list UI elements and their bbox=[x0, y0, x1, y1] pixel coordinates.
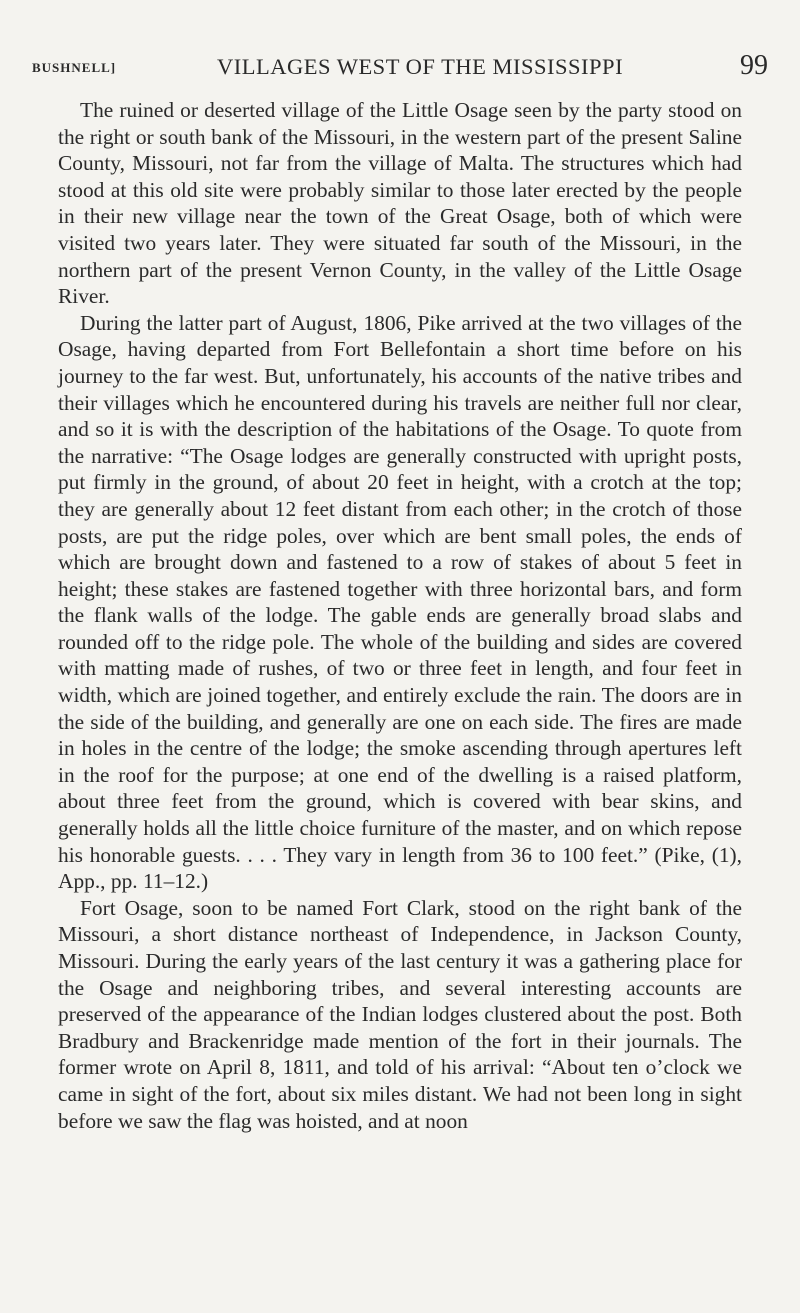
page-number: 99 bbox=[740, 50, 768, 81]
body-text bbox=[58, 97, 742, 1134]
paragraph-1: The ruined or deserted village of the Little Osage seen by the party stood on the right or south bank of the Missouri, in the western part of the present Saline County, Missouri, not far from the village of Malta. The structures which had stood at this old site were probably similar to those later erected by the people in their new village near the town of the Great Osage, both of which were visited two years later. They were situated far south of the Missouri, in the northern part of the present Vernon County, in the valley of the Little Osage River. bbox=[58, 98, 742, 309]
running-header bbox=[32, 50, 768, 90]
paragraph-3: Fort Osage, soon to be named Fort Clark, stood on the right bank of the Missouri, a short distance northeast of Independence, in Jackson County, Missouri. During the early years of the last century it was a gathering place for the Osage and neighboring tribes, and several interesting accounts are preserved of the appearance of the Indian lodges clustered about the post. Both Bradbury and Brackenridge made mention of the fort in their journals. The former wrote on April 8, 1811, and told of his arrival: “About ten o’clock we came in sight of the fort, about six miles distant. We had not been long in sight before we saw the flag was hoisted, and at noon bbox=[58, 895, 742, 1133]
paragraph-2: During the latter part of August, 1806, Pike arrived at the two villages of the Osage, having departed from Fort Bellefontain a short time before on his journey to the far west. But, unfortunately, his accounts of the native tribes and their villages which he encountered during his travels are neither full nor clear, and so it is with the description of the habitations of the Osage. To quote from the narrative: “The Osage lodges are generally constructed with upright posts, put firmly in the ground, of about 20 feet in height, with a crotch at the top; they are generally about 12 feet distant from each other; in the crotch of those posts, are put the ridge poles, over which are bent small poles, the ends of which are brought down and fastened to a row of stakes of about 5 feet in height; these stakes are fastened together with three horizontal bars, and form the flank walls of the lodge. The gable ends are generally broad slabs and rounded off to the ridge pole. The whole of the building and sides are covered with matting made of rushes, of two or three feet in length, and four feet in width, which are joined together, and entirely exclude the rain. The doors are in the side of the building, and generally are one on each side. The fires are made in holes in the centre of the lodge; the smoke ascending through apertures left in the roof for the purpose; at one end of the dwelling is a raised platform, about three feet from the ground, which is covered with bear skins, and generally holds all the little choice furniture of the master, and on which repose his honorable guests. . . . They vary in length from 36 to 100 feet.” (Pike, (1), App., pp. 11–12.) bbox=[58, 310, 742, 894]
header-author: BUSHNELL] bbox=[32, 60, 117, 75]
header-title: VILLAGES WEST OF THE MISSISSIPPI bbox=[217, 54, 624, 79]
